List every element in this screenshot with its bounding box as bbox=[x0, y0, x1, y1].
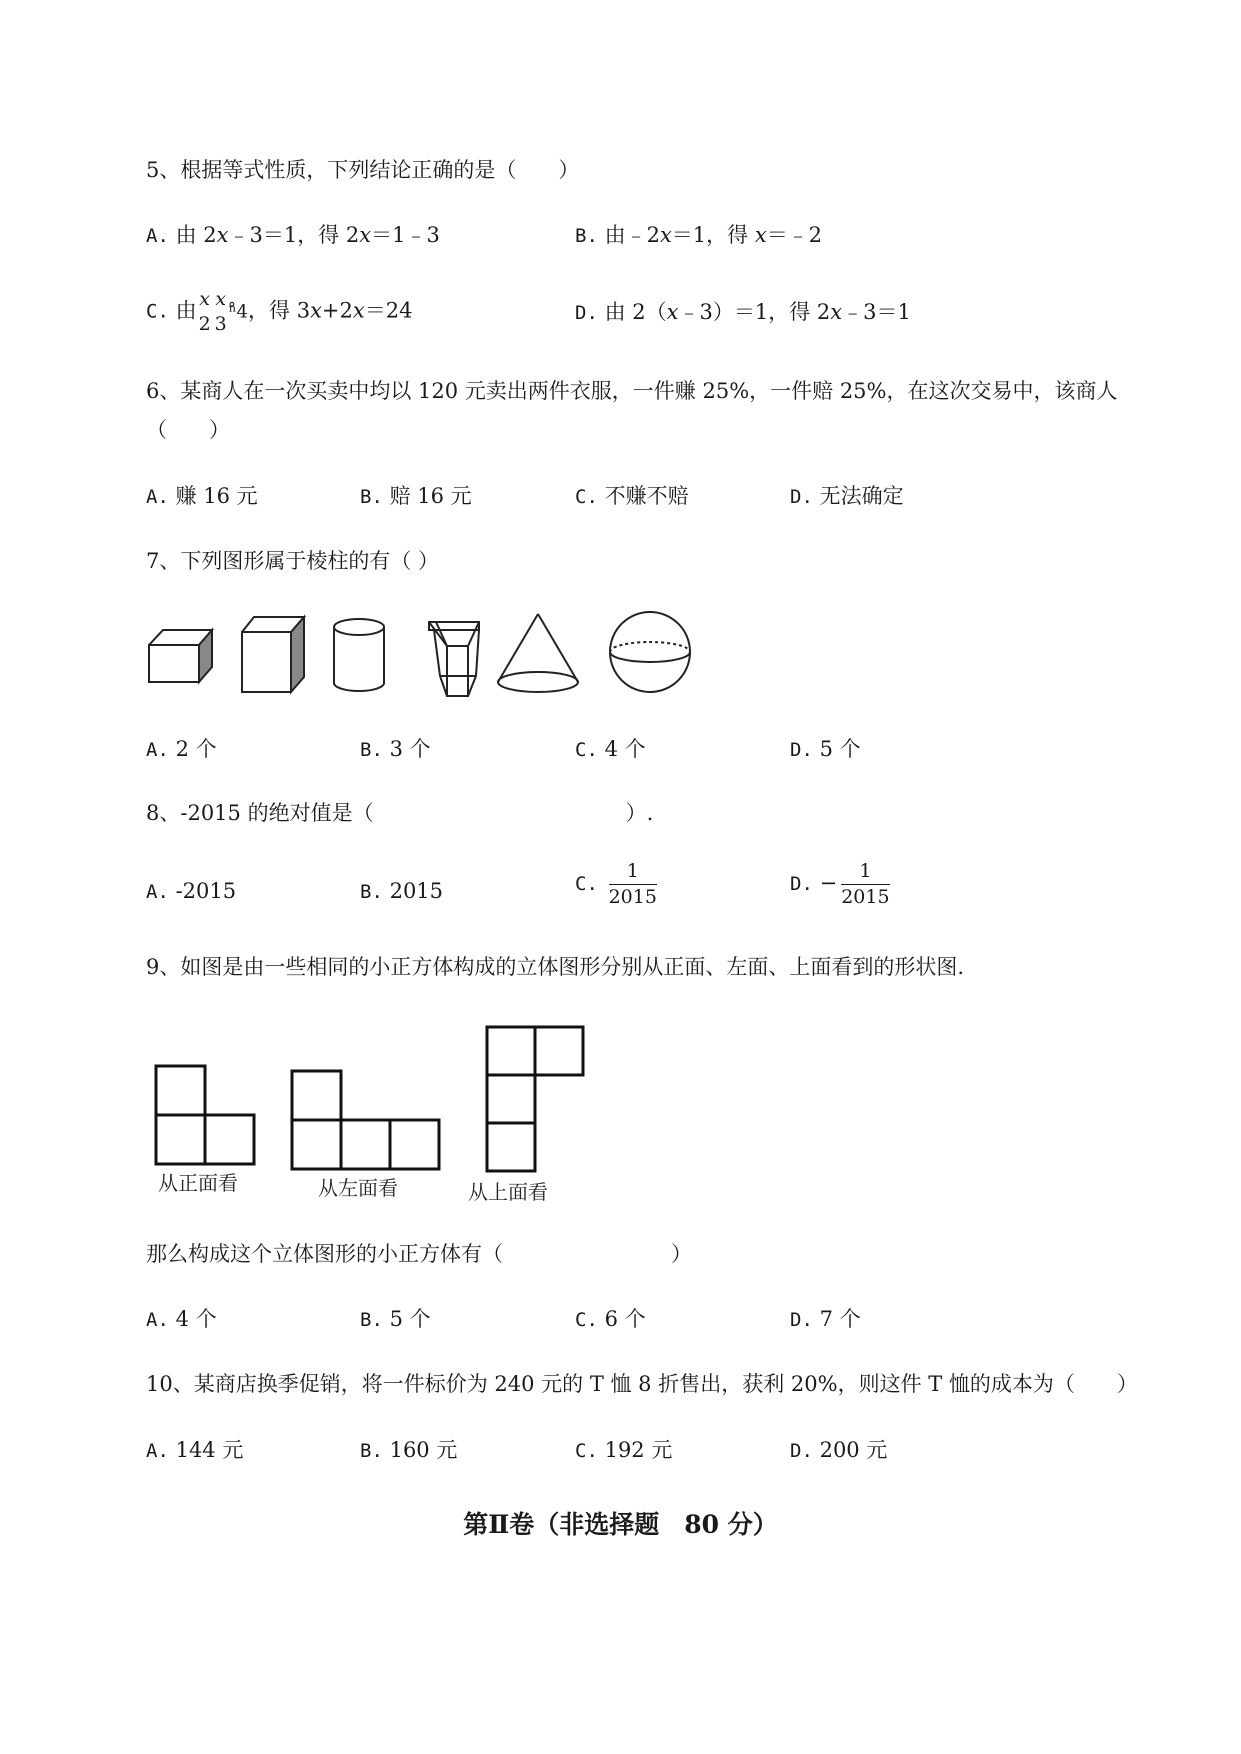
q9-stem-continued: 那么构成这个立体图形的小正方体有（ ） bbox=[146, 1242, 692, 1266]
q10-option-c[interactable]: C. 192 元 bbox=[575, 1438, 673, 1462]
q8-option-a[interactable]: A. -2015 bbox=[146, 879, 237, 903]
fraction-one-over-2015: $\frac{1}{2015}$ bbox=[608, 860, 657, 908]
q10-option-d[interactable]: D. 200 元 bbox=[790, 1438, 888, 1462]
q8-option-b[interactable]: B. 2015 bbox=[360, 879, 444, 903]
q7-option-d[interactable]: D. 5 个 bbox=[790, 737, 861, 761]
q5-option-a[interactable]: A. 由 2x﹣3＝1，得 2x＝1﹣3 bbox=[146, 223, 440, 247]
q10-stem: 10、某商店换季促销，将一件标价为 240 元的 T 恤 8 折售出，获利 20%，则这件 T 恤的成本为（ ） bbox=[146, 1372, 1138, 1396]
top-view-grid bbox=[487, 1027, 583, 1171]
q10-option-b[interactable]: B. 160 元 bbox=[360, 1438, 458, 1462]
fraction-x-over-2: x 2 bbox=[198, 288, 211, 335]
q9-option-b[interactable]: B. 5 个 bbox=[360, 1307, 431, 1331]
q9-option-d[interactable]: D. 7 个 bbox=[790, 1307, 861, 1331]
q6-stem: 6、某商人在一次买卖中均以 120 元卖出两件衣服，一件赚 25%，一件赔 25%，在这次交易中，该商人 bbox=[146, 379, 1118, 403]
q6-stem-bracket: （ ） bbox=[146, 418, 230, 442]
q9-option-a[interactable]: A. 4 个 bbox=[146, 1307, 217, 1331]
q6-option-d[interactable]: D. 无法确定 bbox=[790, 484, 904, 508]
q7-stem: 7、下列图形属于棱柱的有（ ） bbox=[146, 549, 440, 573]
q10-option-a[interactable]: A. 144 元 bbox=[146, 1438, 244, 1462]
q6-option-b[interactable]: B. 赔 16 元 bbox=[360, 484, 472, 508]
q8-stem: 8、-2015 的绝对值是（ ）. bbox=[146, 801, 654, 825]
top-view-label: 从上面看 bbox=[468, 1180, 548, 1204]
left-view-label: 从左面看 bbox=[318, 1176, 398, 1200]
q7-option-b[interactable]: B. 3 个 bbox=[360, 737, 431, 761]
front-view-label: 从正面看 bbox=[158, 1171, 238, 1195]
q6-option-a[interactable]: A. 赚 16 元 bbox=[146, 484, 258, 508]
q8-option-d[interactable]: D. − $\frac{1}{2015}$ bbox=[790, 860, 890, 908]
fraction-negative-one-over-2015: $\frac{1}{2015}$ bbox=[841, 860, 890, 908]
fraction-x-over-3: x 3 bbox=[214, 288, 227, 335]
section-title: 第Ⅱ卷（非选择题 80 分） bbox=[463, 1510, 778, 1539]
q7-option-a[interactable]: A. 2 个 bbox=[146, 737, 217, 761]
q9-option-c[interactable]: C. 6 个 bbox=[575, 1307, 646, 1331]
left-view-grid bbox=[292, 1071, 439, 1169]
q7-option-c[interactable]: C. 4 个 bbox=[575, 737, 646, 761]
q5-option-c[interactable]: C. 由 x 2 x 3 ⁿ̊4，得 3x+2x＝24 bbox=[146, 288, 413, 335]
q6-option-c[interactable]: C. 不赚不赔 bbox=[575, 484, 689, 508]
q5-stem: 5、根据等式性质，下列结论正确的是（ ） bbox=[146, 158, 580, 182]
q9-stem: 9、如图是由一些相同的小正方体构成的立体图形分别从正面、左面、上面看到的形状图. bbox=[146, 955, 965, 979]
q8-option-c[interactable]: C. $\frac{1}{2015}$ bbox=[575, 860, 657, 908]
q5-option-d[interactable]: D. 由 2（x﹣3）＝1，得 2x﹣3＝1 bbox=[575, 300, 911, 324]
front-view-grid bbox=[156, 1066, 254, 1164]
q5-option-b[interactable]: B. 由﹣2x＝1，得 x＝﹣2 bbox=[575, 223, 823, 247]
